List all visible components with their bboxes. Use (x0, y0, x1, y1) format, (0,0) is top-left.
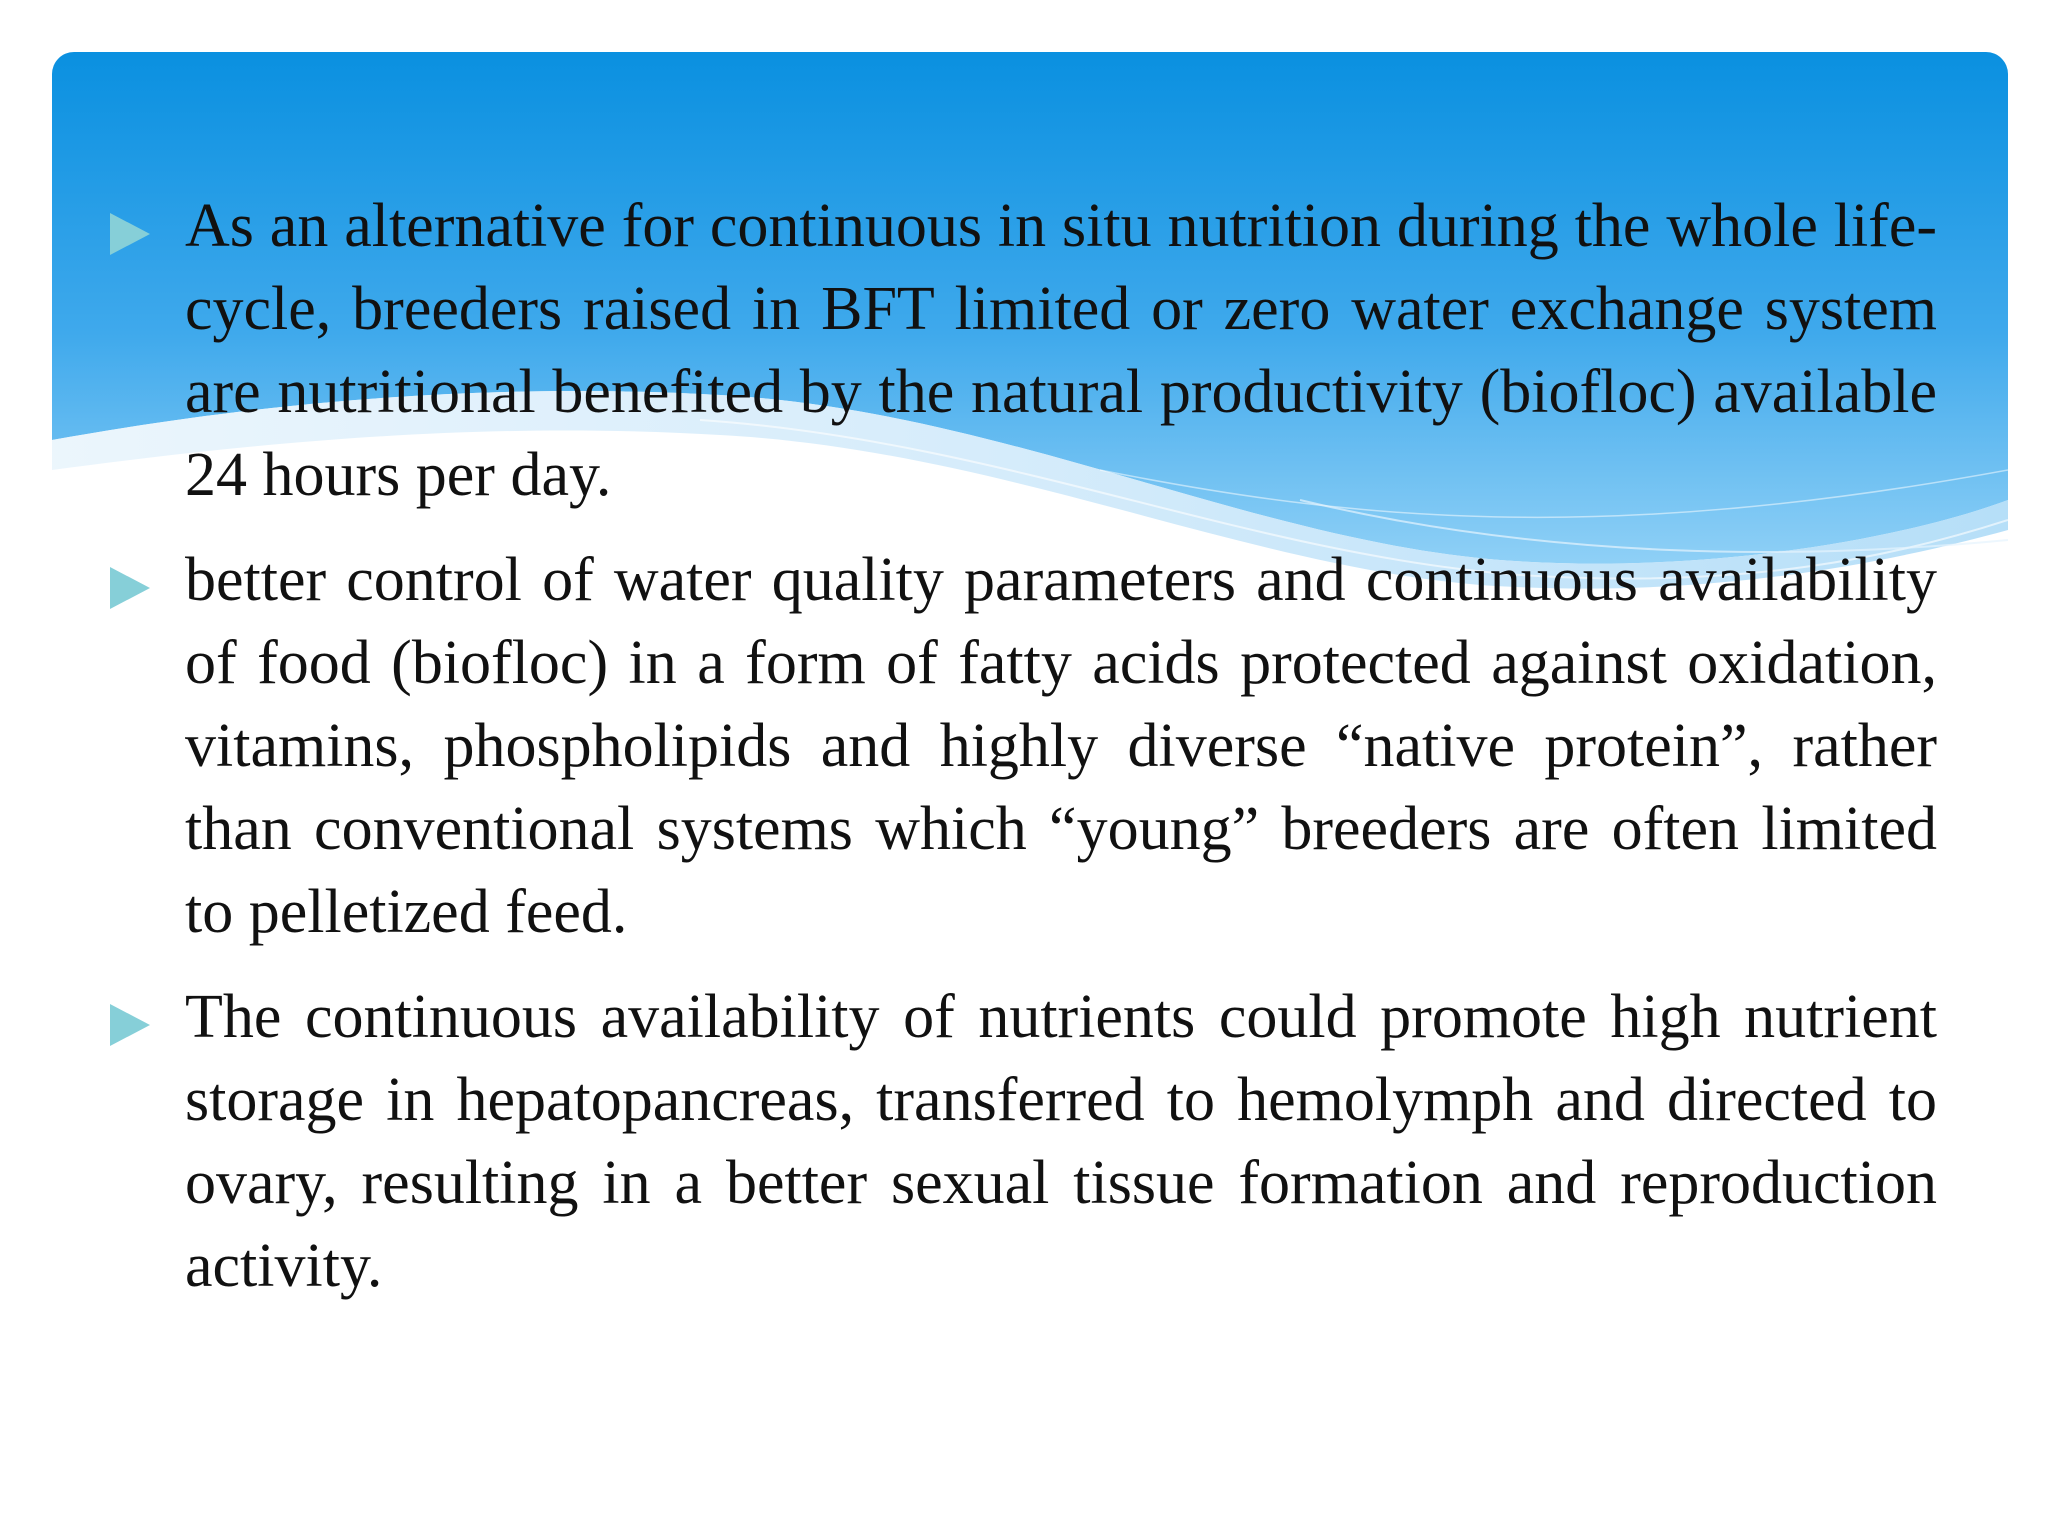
bullet-text: The continuous availability of nutrients could promote high nutrient storage in hepatopancreas, transferred to hemolymph and directed to ovary, resulting in a better sexual tissue formation and reproduction activity. (185, 983, 1937, 1300)
bullet-text: As an alternative for continuous in situ nutrition during the whole life-cycle, breeders raised in BFT limited or zero water exchange system are nutritional benefited by the natural productivity (biofloc) available 24 hours per day. (185, 192, 1937, 509)
triangle-bullet-icon (110, 567, 150, 609)
triangle-bullet-icon (110, 1004, 150, 1046)
bullet-item (105, 539, 1937, 954)
triangle-bullet-icon (110, 213, 150, 255)
bullet-list (105, 185, 1937, 1330)
bullet-item (105, 976, 1937, 1308)
bullet-text: better control of water quality parameters and continuous availability of food (biofloc) in a form of fatty acids protected against oxidation, vitamins, phospholipids and highly diverse “native protein”, rather than conventional systems which “young” breeders are often limited to pelletized feed. (185, 546, 1937, 946)
bullet-item (105, 185, 1937, 517)
